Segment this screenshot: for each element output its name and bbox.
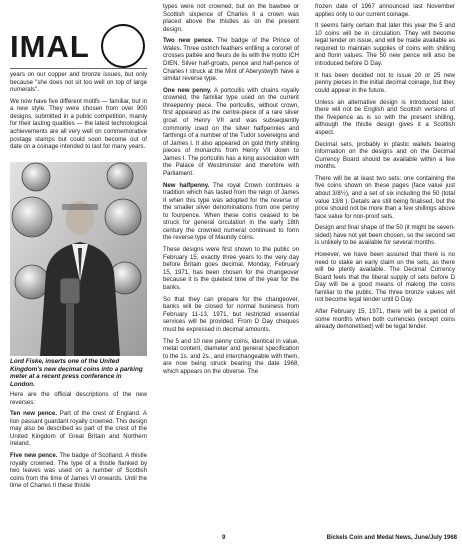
paragraph: Here are the official descriptions of the new reverses: — [10, 391, 147, 406]
column-3 — [315, 3, 455, 335]
paragraph: types were not crowned, but on the bawbee or Scottish sixpence of Charles II a crown was placed above the thistles as on the present design. — [163, 3, 299, 33]
heading-rule — [10, 68, 147, 69]
paragraph: These designs were first shown to the public on February 15, exactly three years to the very day before Britain goes decimal. Monday, February 15, 1971, has been chosen for the changeover because it is the quietest time of the year for the banks. — [163, 246, 299, 291]
paragraph: Design and final shape of the 50 (it might be seven-sided) have not yet been chosen, so the second set is unlikely to be available for several months. — [315, 224, 455, 247]
column-2 — [163, 3, 299, 379]
paragraph: Five new pence. The badge of Scotland. A thistle royally crowned. The type of a thistle flanked by two leaves was used on a number of Scottish coins from the time of James VI onwards. Until the time of Charles II these thistle — [10, 452, 147, 490]
photo-caption: Lord Fiske, inserts one of the United Kingdom's new decimal coins into a parking meter at a recent press conference in London. — [10, 358, 143, 388]
subhead: One new penny. — [163, 86, 212, 94]
paragraph: New halfpenny. The royal Crown continues a tradition which has lasted from the reign of James II when this type was adopted for the reverse of the smaller silver denominations from one penny to fourpence. When these coins ceased to be struck for general circulation in the early 18th century the crowned numeral continued to form the reverse type of Maundy coins. — [163, 181, 299, 242]
page-heading: IMAL — [10, 29, 90, 64]
paragraph: years on our copper and bronze issues, but only because "she does not sit too well on top of large numerals". — [10, 71, 147, 94]
paragraph: One new penny. A portcullis with chains royally crowned, the familiar type used on the current threepenny piece. The portcullis, without crown, first appeared as the centre-piece of a rare silver groat of Henry VII and was subsequently commonly used on the silver halfpennies and farthings of a number of the Tudor sovereigns and of James I. It also appeared on gold thirty shilling pieces of monarchs from Henry VII down to James I. The portcullis has a long association with the Palace of Westminster and therefore with Parliament. — [163, 86, 300, 177]
paragraph: Two new pence. The badge of the Prince of Wales. Three ostrich feathers enfiling a coronet of crosses pattée and fleurs de lis with the motto ICH DIEN. Silver half-groats, pence and half-pence of Charles I struck at the Mint of Aberystwyth have a similar reverse type. — [163, 37, 299, 83]
photo-illustration — [10, 162, 147, 356]
column-1 — [10, 0, 147, 155]
publication-credit: Bickels Coin and Medal News, June/July 1968 — [326, 535, 457, 541]
paragraph: We now have five different motifs — familiar, but in a new style. They were chosen from over 900 designs, submitted in a public competition, mainly for their lasting qualities — the latest technological achievements are all very well on commemorative postage stamps but could soon become out of date on a coinage intended to last for many years. — [10, 97, 147, 151]
subhead: Five new pence. — [10, 452, 58, 460]
paragraph: It seems fairly certain that later this year the 5 and 10 coins will be in circulation. They will become legal tender on issue, and will be made available as required to maintain supplies of coins with shilling and florin values. The 50 new pence will also be introduced before D Day. — [315, 22, 455, 68]
photo-coins-and-man — [10, 162, 147, 356]
column-1-lower — [10, 391, 147, 494]
paragraph: The 5 and 10 new penny coins, identical in value, metal content, diameter and general specification to the 1s. and 2s., and interchangeable with them, are now being struck bearing the date 1968, which appears on the obverse. The — [163, 337, 299, 375]
paragraph: It has been decided not to issue 20 or 25 new penny pieces in the initial decimal coinage, but they could appear in the future. — [315, 71, 455, 94]
paragraph: So that they can prepare for the changeover, banks will be closed for normal business from February 11-13, 1971, but restricted essential services will be provided. From D Day cheques must be expressed in decimal amounts. — [163, 295, 299, 333]
subhead: New halfpenny. — [163, 181, 210, 189]
subhead: Two new pence. — [163, 37, 214, 45]
circle-emblem — [101, 24, 145, 68]
paragraph: There will be at least two sets: one containing the five coins shown on these pages (face value just about 3/8½), and a set of six including the 50 (total value 13/8 ). Details are still being finalised, but the price should not be more than a few shillings above face value for non-proof sets. — [315, 174, 455, 220]
subhead: Ten new pence. — [10, 410, 58, 418]
paragraph: Decimal sets, probably in plastic wallets bearing information on the designs and on the Decimal Currency Board should be available within a few months. — [315, 140, 455, 171]
paragraph: After February 15, 1971, there will be a period of some months when both currencies (except coins already demonetised) will be legal tender. — [315, 308, 455, 331]
paragraph: frozen date of 1967 announced last November applies only to our current coinage. — [315, 3, 455, 18]
paragraph: Ten new pence. Part of the crest of England. A lion passant guardant royally crowned. This design may also be described as part of the crest of the United Kingdom of Great Britain and Northern Ireland. — [10, 410, 147, 448]
paragraph: Unless an alternative design is introduced later, there will not be English and Scottish versions of the fivepence as is so with the present shilling, although the thistle design gives it a Scottish aspect. — [315, 98, 455, 136]
paragraph: However, we have been assured that there is no need to stake an early claim on the sets, as there will be plenty available. The Decimal Currency Board feels that the liberal supply of sets before D Day will be a good means of making the coins familiar to the public. The three bronze values will not become legal tender until D Day. — [315, 251, 455, 304]
page-number: 9 — [222, 535, 226, 541]
